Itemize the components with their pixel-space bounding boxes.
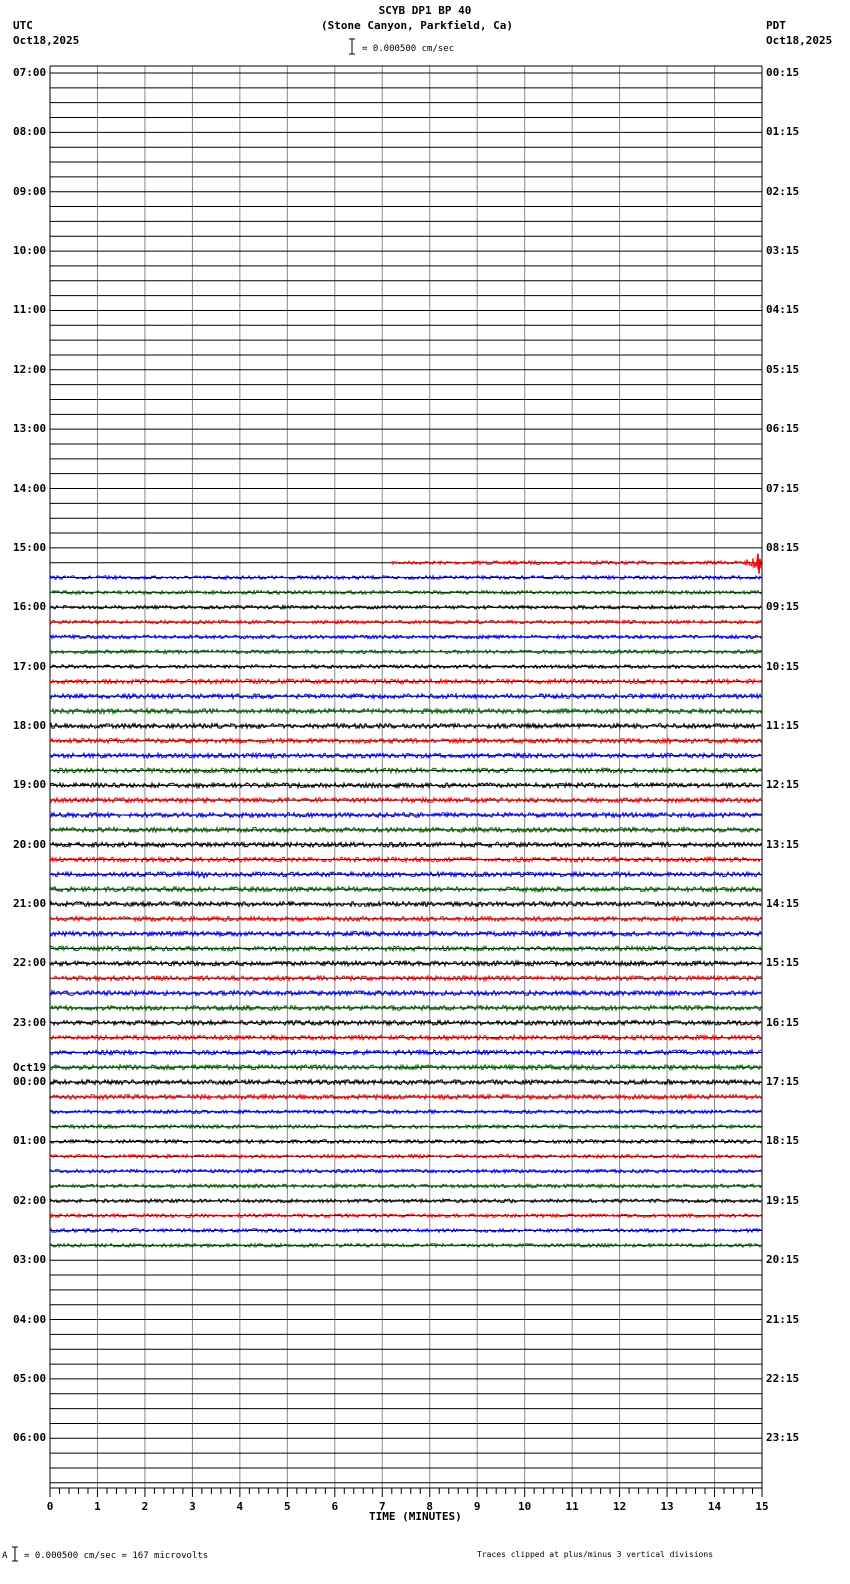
utc-hour-label: 13:00 <box>13 422 47 436</box>
pdt-hour-label: 18:15 <box>766 1134 800 1148</box>
seismic-trace <box>50 1006 761 1011</box>
x-tick-label: 14 <box>707 1500 722 1513</box>
pdt-hour-label: 03:15 <box>766 244 800 258</box>
x-tick-label: 7 <box>378 1500 386 1513</box>
utc-hour-label: 19:00 <box>13 778 47 792</box>
right-date: Oct18,2025 <box>766 34 833 47</box>
utc-hour-label: 15:00 <box>13 540 47 554</box>
seismic-trace <box>50 1140 761 1144</box>
utc-hour-label: 20:00 <box>13 837 47 851</box>
pdt-hour-label: 11:15 <box>766 718 800 732</box>
x-tick-label: 11 <box>565 1500 579 1513</box>
left-timezone: UTC <box>13 19 33 32</box>
pdt-hour-label: 00:15 <box>766 66 800 79</box>
seismic-trace <box>50 1199 761 1203</box>
utc-hour-label: 14:00 <box>13 481 47 495</box>
x-tick-label: 6 <box>331 1500 339 1513</box>
date-change-label: Oct19 <box>13 1061 47 1075</box>
footer-scale-text: = 0.000500 cm/sec = 167 microvolts <box>24 1551 209 1561</box>
x-tick-label: 4 <box>236 1500 244 1513</box>
pdt-hour-label: 19:15 <box>766 1193 800 1207</box>
seismic-trace <box>50 1214 761 1218</box>
x-axis-label: TIME (MINUTES) <box>369 1510 462 1523</box>
seismic-trace <box>50 694 761 699</box>
left-date: Oct18,2025 <box>13 34 80 47</box>
x-tick-label: 1 <box>94 1500 101 1513</box>
seismic-trace <box>50 857 761 862</box>
x-tick-label: 12 <box>612 1500 627 1513</box>
x-tick-label: 2 <box>141 1500 149 1513</box>
utc-hour-label: 12:00 <box>13 362 47 376</box>
seismic-trace <box>50 768 761 773</box>
pdt-hour-label: 04:15 <box>766 303 800 317</box>
seismic-trace <box>50 605 761 609</box>
seismic-trace <box>50 753 761 758</box>
pdt-hour-label: 20:15 <box>766 1253 800 1267</box>
pdt-hour-label: 13:15 <box>766 837 800 851</box>
utc-hour-label: 23:00 <box>13 1015 47 1029</box>
x-tick-label: 0 <box>46 1500 54 1513</box>
pdt-hour-label: 14:15 <box>766 897 800 911</box>
utc-hour-label: 17:00 <box>13 659 47 673</box>
utc-hour-label: 03:00 <box>13 1253 47 1267</box>
pdt-hour-label: 01:15 <box>766 125 800 139</box>
pdt-hour-label: 15:15 <box>766 956 800 970</box>
pdt-hour-label: 21:15 <box>766 1312 800 1326</box>
utc-hour-label: 08:00 <box>13 125 47 139</box>
plot-title: SCYB DP1 BP 40 <box>378 4 472 17</box>
pdt-hour-label: 02:15 <box>766 184 800 198</box>
utc-hour-label: 11:00 <box>13 303 47 317</box>
utc-hour-label: 21:00 <box>13 897 47 911</box>
seismic-trace <box>50 1244 761 1248</box>
pdt-hour-label: 10:15 <box>766 659 800 673</box>
seismic-trace <box>50 709 761 714</box>
utc-hour-label: 01:00 <box>13 1134 47 1148</box>
seismic-trace <box>50 1020 761 1025</box>
x-tick-label: 10 <box>518 1500 532 1513</box>
pdt-hour-label: 06:15 <box>766 422 800 436</box>
utc-hour-label: 09:00 <box>13 184 47 198</box>
x-tick-label: 5 <box>284 1500 291 1513</box>
seismic-trace <box>50 827 761 832</box>
utc-hour-label: 18:00 <box>13 718 47 732</box>
x-tick-label: 13 <box>660 1500 674 1513</box>
utc-hour-label: 02:00 <box>13 1193 47 1207</box>
utc-hour-label: 06:00 <box>13 1431 47 1445</box>
x-tick-label: 8 <box>426 1500 434 1513</box>
x-tick-label: 15 <box>755 1500 769 1513</box>
utc-hour-label: 07:00 <box>13 66 47 79</box>
pdt-hour-label: 07:15 <box>766 481 800 495</box>
pdt-hour-label: 23:15 <box>766 1431 800 1445</box>
seismic-trace <box>50 1184 761 1188</box>
utc-hour-label: 22:00 <box>13 956 47 970</box>
seismic-trace <box>50 961 761 966</box>
utc-hour-label: 05:00 <box>13 1371 47 1385</box>
utc-hour-label: 04:00 <box>13 1312 47 1326</box>
utc-hour-label: 16:00 <box>13 600 47 614</box>
utc-hour-label: 10:00 <box>13 244 47 258</box>
right-timezone: PDT <box>766 19 786 32</box>
seismic-trace <box>50 1125 761 1129</box>
footer-scale-prefix: A <box>2 1551 8 1561</box>
pdt-hour-label: 09:15 <box>766 600 800 614</box>
pdt-hour-label: 22:15 <box>766 1371 800 1385</box>
seismic-trace <box>50 635 761 639</box>
pdt-hour-label: 17:15 <box>766 1075 800 1089</box>
seismic-trace <box>50 931 761 936</box>
pdt-hour-label: 12:15 <box>766 778 800 792</box>
pdt-hour-label: 05:15 <box>766 362 800 376</box>
x-tick-label: 9 <box>473 1500 481 1513</box>
pdt-hour-label: 16:15 <box>766 1015 800 1029</box>
clip-note: Traces clipped at plus/minus 3 vertical divisions <box>477 1550 714 1559</box>
pdt-hour-label: 08:15 <box>766 540 800 554</box>
plot-subtitle: (Stone Canyon, Parkfield, Ca) <box>320 19 514 32</box>
scale-label: = 0.000500 cm/sec <box>362 44 455 54</box>
x-tick-label: 3 <box>189 1500 196 1513</box>
utc-hour-label: 00:00 <box>13 1075 47 1089</box>
